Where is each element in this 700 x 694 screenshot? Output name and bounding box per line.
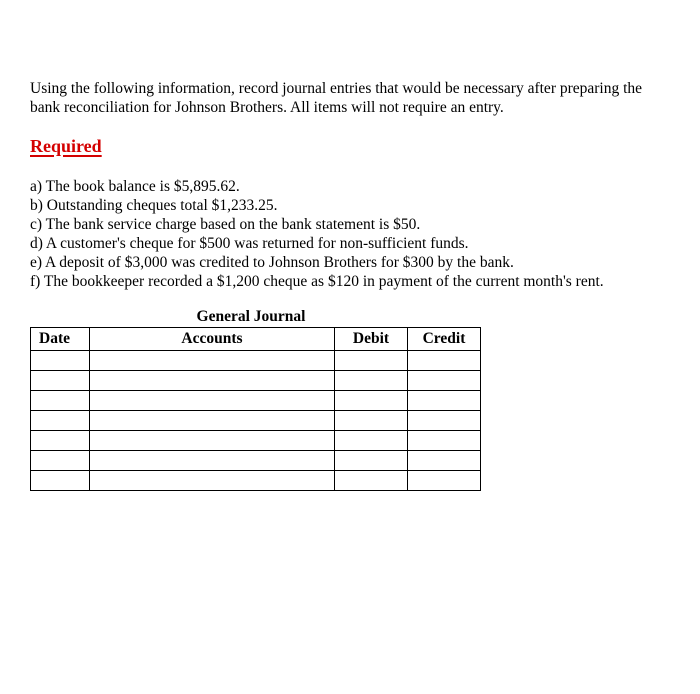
table-row [31,431,481,451]
table-row [31,391,481,411]
accounts-cell[interactable] [90,451,335,471]
date-cell[interactable] [31,431,90,451]
table-row [31,351,481,371]
debit-cell[interactable] [335,371,408,391]
debit-cell[interactable] [335,451,408,471]
column-header-date: Date [31,328,90,351]
accounts-cell[interactable] [90,351,335,371]
accounts-cell[interactable] [90,391,335,411]
table-header-row [31,328,481,351]
debit-cell[interactable] [335,351,408,371]
list-item: a) The book balance is $5,895.62. [30,178,240,195]
journal-title: General Journal [196,308,306,325]
accounts-cell[interactable] [90,371,335,391]
accounts-cell[interactable] [90,431,335,451]
list-item: d) A customer's cheque for $500 was returned for non-sufficient funds. [30,235,469,252]
list-item: e) A deposit of $3,000 was credited to Johnson Brothers for $300 by the bank. [30,254,514,271]
table-row [31,411,481,431]
table-row [31,471,481,491]
list-item: f) The bookkeeper recorded a $1,200 cheque as $120 in payment of the current month's rent. [30,273,604,290]
list-item: c) The bank service charge based on the bank statement is $50. [30,216,421,233]
accounts-cell[interactable] [90,411,335,431]
column-header-accounts: Accounts [90,328,335,351]
column-header-credit: Credit [408,328,481,351]
date-cell[interactable] [31,451,90,471]
information-list [30,177,604,291]
table-row [31,371,481,391]
required-heading: Required [30,136,102,156]
credit-cell[interactable] [408,391,481,411]
date-cell[interactable] [31,411,90,431]
date-cell[interactable] [31,391,90,411]
accounts-cell[interactable] [90,471,335,491]
debit-cell[interactable] [335,391,408,411]
general-journal-table [30,327,481,491]
debit-cell[interactable] [335,471,408,491]
credit-cell[interactable] [408,351,481,371]
column-header-debit: Debit [335,328,408,351]
credit-cell[interactable] [408,411,481,431]
date-cell[interactable] [31,371,90,391]
date-cell[interactable] [31,471,90,491]
list-item: b) Outstanding cheques total $1,233.25. [30,197,278,214]
credit-cell[interactable] [408,431,481,451]
instructions-paragraph: Using the following information, record journal entries that would be necessary after preparing the bank reconciliation for Johnson Brothers. All items will not require an entry. [30,80,643,116]
table-row [31,451,481,471]
date-cell[interactable] [31,351,90,371]
credit-cell[interactable] [408,371,481,391]
credit-cell[interactable] [408,451,481,471]
debit-cell[interactable] [335,411,408,431]
debit-cell[interactable] [335,431,408,451]
credit-cell[interactable] [408,471,481,491]
